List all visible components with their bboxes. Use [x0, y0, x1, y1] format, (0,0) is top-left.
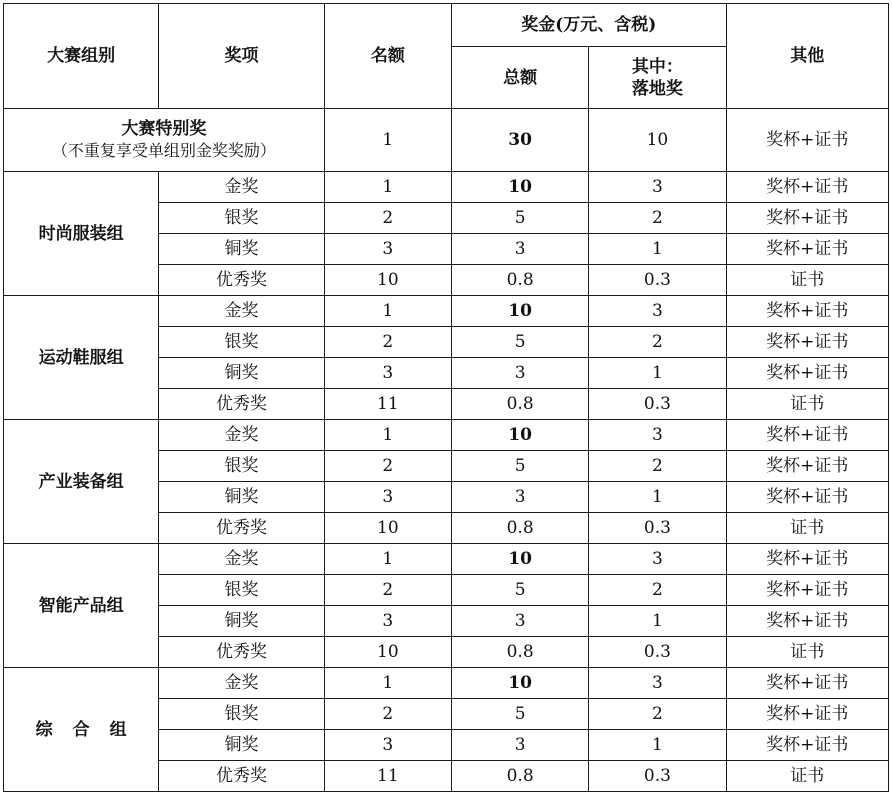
- cell-total: 3: [451, 358, 588, 389]
- cell-quota: 11: [324, 761, 451, 792]
- cell-total: 3: [451, 606, 588, 637]
- cell-landing: 1: [589, 482, 726, 513]
- header-prize: 奖金(万元、含税): [451, 4, 726, 47]
- cell-quota: 10: [324, 513, 451, 544]
- header-award: 奖项: [159, 4, 324, 109]
- cell-award: 金奖: [159, 296, 324, 327]
- cell-other: 证书: [726, 761, 888, 792]
- cell-other: 奖杯+证书: [726, 451, 888, 482]
- cell-landing: 0.3: [589, 637, 726, 668]
- cell-landing: 0.3: [589, 761, 726, 792]
- group-name-cell: 智能产品组: [4, 544, 159, 668]
- cell-landing: 2: [589, 451, 726, 482]
- table-row: [4, 296, 889, 327]
- cell-total: 10: [451, 544, 588, 575]
- cell-total: 10: [451, 296, 588, 327]
- cell-quota: 2: [324, 327, 451, 358]
- cell-total: 10: [451, 420, 588, 451]
- cell-quota: 1: [324, 544, 451, 575]
- cell-quota: 2: [324, 203, 451, 234]
- cell-award: 银奖: [159, 451, 324, 482]
- award-table: [3, 3, 889, 792]
- cell-award: 优秀奖: [159, 265, 324, 296]
- cell-other: 奖杯+证书: [726, 730, 888, 761]
- cell-total: 5: [451, 699, 588, 730]
- special-quota: 1: [324, 109, 451, 172]
- cell-total: 5: [451, 203, 588, 234]
- cell-quota: 3: [324, 482, 451, 513]
- cell-quota: 1: [324, 296, 451, 327]
- cell-total: 0.8: [451, 761, 588, 792]
- cell-other: 奖杯+证书: [726, 699, 888, 730]
- cell-total: 0.8: [451, 513, 588, 544]
- group-name-cell: 产业装备组: [4, 420, 159, 544]
- cell-award: 银奖: [159, 699, 324, 730]
- cell-landing: 3: [589, 172, 726, 203]
- header-landing-text: 其中： 落地奖: [631, 56, 683, 99]
- cell-other: 证书: [726, 265, 888, 296]
- cell-award: 铜奖: [159, 606, 324, 637]
- group-name-cell: 时尚服装组: [4, 172, 159, 296]
- special-award-row: [4, 109, 889, 172]
- cell-landing: 1: [589, 606, 726, 637]
- cell-quota: 1: [324, 668, 451, 699]
- cell-total: 0.8: [451, 389, 588, 420]
- cell-total: 10: [451, 172, 588, 203]
- cell-other: 证书: [726, 637, 888, 668]
- cell-award: 优秀奖: [159, 513, 324, 544]
- cell-quota: 1: [324, 172, 451, 203]
- cell-landing: 3: [589, 668, 726, 699]
- cell-landing: 0.3: [589, 265, 726, 296]
- cell-other: 证书: [726, 513, 888, 544]
- cell-award: 优秀奖: [159, 637, 324, 668]
- header-group: 大赛组别: [4, 4, 159, 109]
- header-landing: [589, 47, 726, 109]
- cell-landing: 0.3: [589, 389, 726, 420]
- cell-quota: 3: [324, 606, 451, 637]
- group-name-cell: 运动鞋服组: [4, 296, 159, 420]
- cell-quota: 2: [324, 451, 451, 482]
- cell-other: 奖杯+证书: [726, 668, 888, 699]
- cell-quota: 2: [324, 699, 451, 730]
- cell-landing: 2: [589, 699, 726, 730]
- cell-award: 优秀奖: [159, 389, 324, 420]
- special-total: 30: [451, 109, 588, 172]
- cell-award: 铜奖: [159, 730, 324, 761]
- cell-other: 奖杯+证书: [726, 234, 888, 265]
- special-award-note: （不重复享受单组别金奖奖励）: [51, 141, 276, 160]
- cell-quota: 10: [324, 637, 451, 668]
- cell-landing: 1: [589, 234, 726, 265]
- cell-award: 铜奖: [159, 482, 324, 513]
- table-row: [4, 668, 889, 699]
- cell-award: 金奖: [159, 668, 324, 699]
- special-award-title: 大赛特别奖: [121, 119, 207, 139]
- cell-award: 优秀奖: [159, 761, 324, 792]
- group-name-cell: 综合组: [4, 668, 159, 792]
- cell-quota: 1: [324, 420, 451, 451]
- cell-total: 5: [451, 327, 588, 358]
- cell-total: 0.8: [451, 265, 588, 296]
- cell-other: 奖杯+证书: [726, 327, 888, 358]
- cell-award: 铜奖: [159, 234, 324, 265]
- cell-landing: 2: [589, 203, 726, 234]
- cell-quota: 3: [324, 234, 451, 265]
- cell-total: 3: [451, 730, 588, 761]
- cell-award: 银奖: [159, 327, 324, 358]
- cell-award: 银奖: [159, 575, 324, 606]
- header-row-1: [4, 4, 889, 47]
- cell-quota: 2: [324, 575, 451, 606]
- header-quota: 名额: [324, 4, 451, 109]
- cell-other: 奖杯+证书: [726, 296, 888, 327]
- cell-quota: 11: [324, 389, 451, 420]
- cell-landing: 1: [589, 730, 726, 761]
- header-other: 其他: [726, 4, 888, 109]
- cell-other: 奖杯+证书: [726, 420, 888, 451]
- special-award-cell: [4, 109, 325, 172]
- header-total: 总额: [451, 47, 588, 109]
- special-landing: 10: [589, 109, 726, 172]
- special-other: 奖杯+证书: [726, 109, 888, 172]
- cell-other: 奖杯+证书: [726, 544, 888, 575]
- cell-other: 奖杯+证书: [726, 172, 888, 203]
- cell-quota: 3: [324, 358, 451, 389]
- cell-award: 金奖: [159, 420, 324, 451]
- table-row: [4, 172, 889, 203]
- cell-landing: 1: [589, 358, 726, 389]
- cell-total: 10: [451, 668, 588, 699]
- cell-total: 3: [451, 234, 588, 265]
- cell-landing: 0.3: [589, 513, 726, 544]
- cell-total: 3: [451, 482, 588, 513]
- cell-landing: 2: [589, 575, 726, 606]
- cell-landing: 2: [589, 327, 726, 358]
- cell-award: 铜奖: [159, 358, 324, 389]
- cell-other: 奖杯+证书: [726, 606, 888, 637]
- award-table-body: [4, 4, 889, 792]
- cell-total: 0.8: [451, 637, 588, 668]
- cell-award: 金奖: [159, 544, 324, 575]
- cell-other: 奖杯+证书: [726, 203, 888, 234]
- cell-award: 金奖: [159, 172, 324, 203]
- cell-landing: 3: [589, 544, 726, 575]
- cell-landing: 3: [589, 296, 726, 327]
- cell-other: 奖杯+证书: [726, 575, 888, 606]
- cell-quota: 10: [324, 265, 451, 296]
- cell-award: 银奖: [159, 203, 324, 234]
- cell-total: 5: [451, 575, 588, 606]
- cell-other: 奖杯+证书: [726, 482, 888, 513]
- cell-total: 5: [451, 451, 588, 482]
- cell-other: 奖杯+证书: [726, 358, 888, 389]
- cell-landing: 3: [589, 420, 726, 451]
- cell-quota: 3: [324, 730, 451, 761]
- table-row: [4, 420, 889, 451]
- table-row: [4, 544, 889, 575]
- cell-other: 证书: [726, 389, 888, 420]
